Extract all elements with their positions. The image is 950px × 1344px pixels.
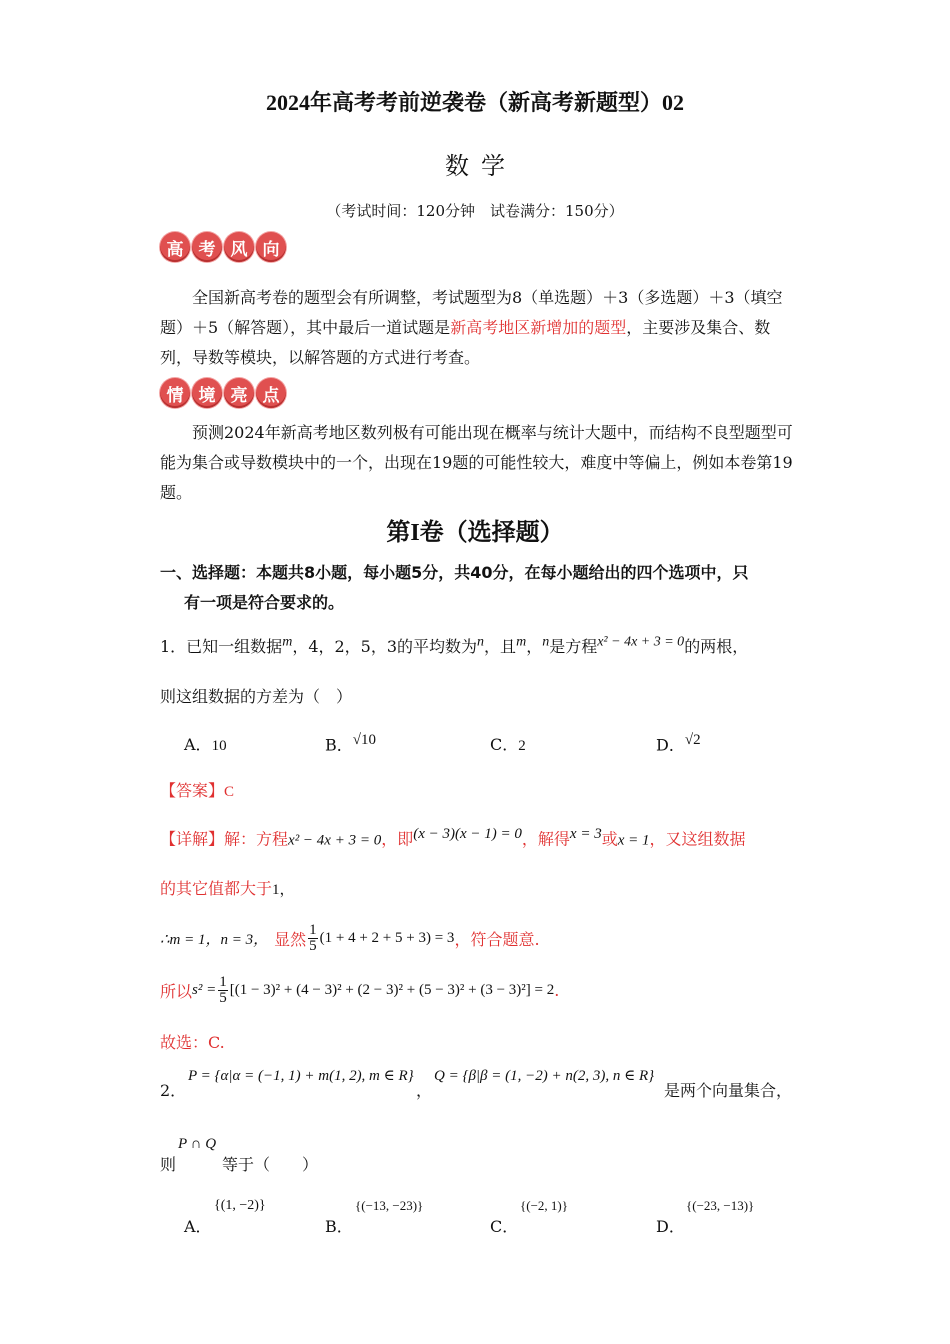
q2-option-c-label: C． <box>490 1217 519 1236</box>
detail-math: x = 3 <box>569 826 602 842</box>
badge-char: 风 <box>224 232 254 262</box>
q2-number: 2． <box>160 1081 187 1100</box>
q1-answer <box>160 778 234 801</box>
q1-text: ， <box>526 637 543 656</box>
detail-text: 解：方程 <box>224 829 289 849</box>
badge-char: 点 <box>256 378 286 408</box>
detail-text: 或 <box>601 829 618 849</box>
detail-math: 1， <box>272 882 295 898</box>
option-label: A． <box>184 735 212 754</box>
detail-text: 显然 <box>274 929 307 949</box>
option-label: D． <box>656 735 685 755</box>
detail-tag: 【详解】 <box>160 829 225 849</box>
q2-option-c-value: {(−2, 1)} <box>520 1198 568 1213</box>
detail-text: ，符合题意. <box>454 929 540 949</box>
option-label: C． <box>490 735 519 754</box>
q1-detail-line2 <box>160 876 295 899</box>
instructions-line1: 一、选择题：本题共8小题，每小题5分，共40分，在每小题给出的四个选项中，只 <box>160 563 749 582</box>
q1-var-n: n <box>477 634 485 650</box>
trend-highlight: 新高考地区新增加的题型 <box>450 318 627 337</box>
fraction-one-fifth <box>308 923 318 954</box>
q1-text: 的两根， <box>684 637 749 656</box>
q2-option-a-label: A． <box>184 1217 212 1236</box>
part-title: 第I卷（选择题） <box>386 520 564 546</box>
instructions <box>160 558 800 618</box>
detail-math: x² − 4x + 3 = 0 <box>288 832 382 849</box>
detail-math: (x − 3)(x − 1) = 0 <box>413 826 522 842</box>
q1-detail-line4 <box>160 970 559 1010</box>
q1-var-m: m <box>282 634 293 650</box>
q1-var-m2: m <box>516 634 527 650</box>
q2-option-d-label: D． <box>656 1217 685 1236</box>
option-label: B． <box>325 735 353 755</box>
q2-set-q: Q = {β|β = (1, −2) + n(2, 3), n ∈ R} <box>434 1068 655 1084</box>
q2-text: 等于（ ） <box>222 1155 319 1174</box>
q1-detail-line5: 故选：C. <box>160 1033 225 1052</box>
option-value: 10 <box>211 738 227 754</box>
q1-var-n2: n <box>542 634 550 650</box>
paper-title: 2024年高考考前逆袭卷（新高考新题型）02 <box>265 90 684 115</box>
detail-math: x = 1 <box>617 832 650 849</box>
q1-text: ，4，2，5，3的平均数为 <box>292 637 478 656</box>
q1-option-a <box>184 732 227 755</box>
q2-text: 是两个向量集合， <box>664 1081 793 1100</box>
detail-text: . <box>554 980 560 1000</box>
q1-stem-line1 <box>160 634 748 657</box>
q1-stem-line2: 则这组数据的方差为（ ） <box>160 687 353 706</box>
q2-option-d-value: {(−23, −13)} <box>686 1198 755 1213</box>
q2-option-a-value: {(1, −2)} <box>214 1198 266 1213</box>
badge-char: 情 <box>160 378 190 408</box>
badge-char: 境 <box>192 378 222 408</box>
detail-text: ，即 <box>381 829 414 849</box>
q1-option-b <box>325 732 376 755</box>
q1-text: 1．已知一组数据 <box>160 637 283 656</box>
q2-options <box>0 1196 950 1236</box>
q1-detail-line3 <box>160 918 540 958</box>
detail-text: 所以 <box>160 981 193 1001</box>
option-value: 2 <box>518 738 526 754</box>
q2-set-p: P = {α|α = (−1, 1) + m(1, 2), m ∈ R} <box>188 1068 414 1084</box>
detail-text: ，解得 <box>521 829 570 849</box>
option-value: √2 <box>684 732 701 748</box>
answer-tag: 【答案】 <box>160 781 225 800</box>
fraction-numerator: 1 <box>219 973 227 990</box>
detail-math: ∴m = 1，n = 3， <box>160 931 269 948</box>
detail-text: ，又这组数据 <box>649 829 746 849</box>
trend-text: 全国新高考卷的题型会有所调整，考试题型为8（单选题）＋3（多选题）＋3（填空题）＋5（解答题），其中最后一道试题是 <box>160 288 783 337</box>
fraction-denominator: 5 <box>219 989 227 1006</box>
subject-title: 数学 <box>445 152 517 180</box>
instructions-line2: 有一项是符合要求的。 <box>184 593 345 612</box>
q1-text: ，且 <box>484 637 517 656</box>
q1-option-c <box>490 732 526 755</box>
detail-math: s² = <box>192 981 217 998</box>
q2-option-b-value: {(−13, −23)} <box>355 1198 424 1213</box>
detail-math: (1 + 4 + 2 + 5 + 3) = 3 <box>319 929 455 946</box>
q1-equation: x² − 4x + 3 = 0 <box>597 634 685 650</box>
q1-text: 是方程 <box>549 637 598 656</box>
q1-option-d <box>656 732 701 755</box>
exam-info: （考试时间：120分钟 试卷满分：150分） <box>326 202 624 220</box>
fraction-denominator: 5 <box>309 937 317 954</box>
q2-text: 则 <box>160 1155 177 1174</box>
badge-char: 亮 <box>224 378 254 408</box>
badge-qingjing-liangdian <box>160 378 286 412</box>
detail-text: 的其它值都大于 <box>160 879 273 898</box>
q2-option-b-label: B． <box>325 1217 353 1236</box>
option-value: √10 <box>352 732 376 748</box>
trend-text-end: ，主要涉及集合、数列，导数等模块，以解答题的方式进行考查。 <box>160 318 771 367</box>
q2-text: ， <box>416 1081 433 1100</box>
detail-math: [(1 − 3)² + (4 − 3)² + (2 − 3)² + (5 − 3)² + (3 − 3)²] = 2 <box>229 981 555 998</box>
trend-paragraph <box>160 283 800 373</box>
highlight-paragraph: 预测2024年新高考地区数列极有可能出现在概率与统计大题中，而结构不良型题型可能为集合或导数模块中的一个，出现在19题的可能性较大，难度中等偏上，例如本卷第19题。 <box>160 423 793 502</box>
answer-value: C <box>224 784 235 800</box>
q1-detail-line1 <box>160 826 746 849</box>
q2-intersection: P ∩ Q <box>178 1136 217 1152</box>
fraction-one-fifth <box>218 975 228 1006</box>
badge-char: 考 <box>192 232 222 262</box>
badge-gaokao-fengxiang <box>160 232 286 266</box>
q1-options <box>0 722 950 758</box>
fraction-numerator: 1 <box>309 921 317 938</box>
badge-char: 高 <box>160 232 190 262</box>
badge-char: 向 <box>256 232 286 262</box>
